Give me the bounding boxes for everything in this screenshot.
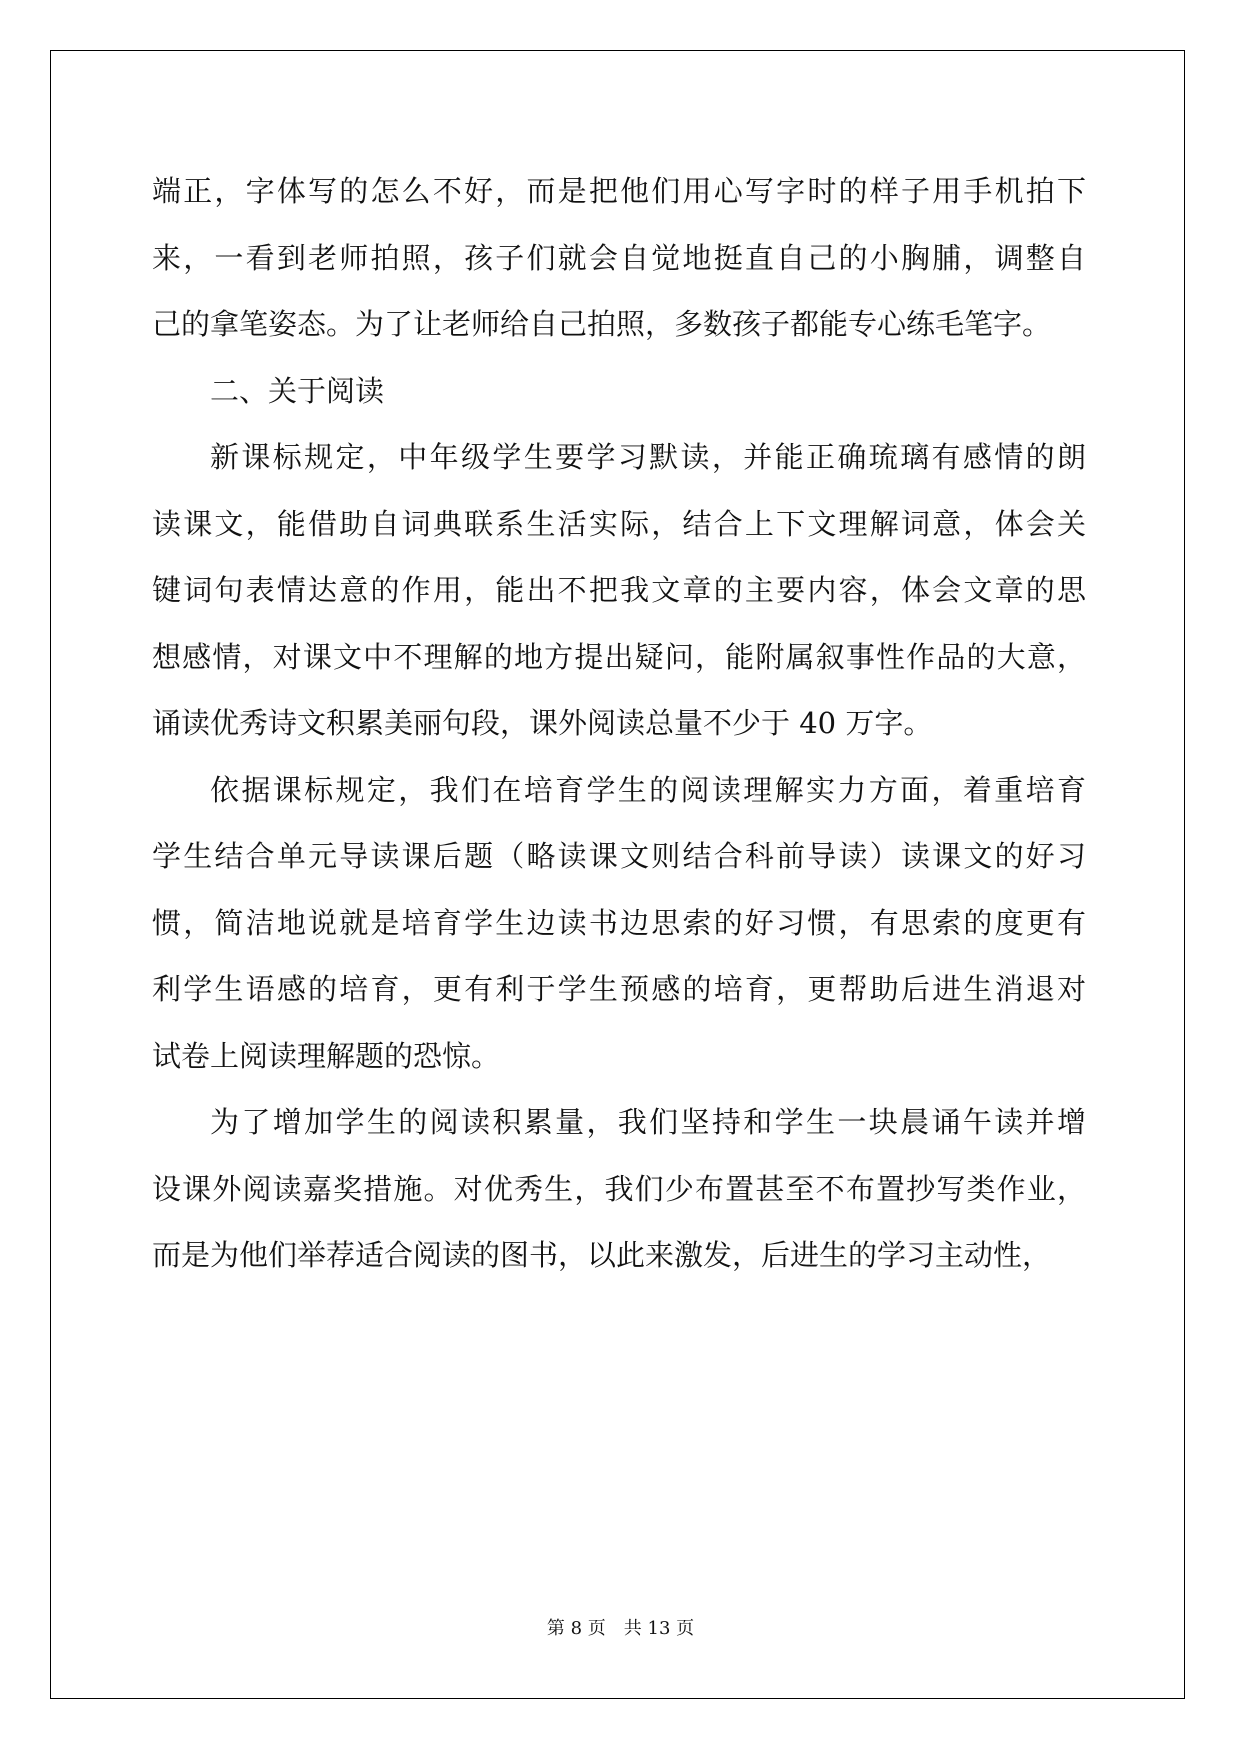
document-line: 试卷上阅读理解题的恐惊。 — [152, 1038, 501, 1073]
document-line: 为了增加学生的阅读积累量，我们坚持和学生一块晨诵午读并增 — [210, 1105, 1086, 1139]
document-line: 依据课标规定，我们在培育学生的阅读理解实力方面，着重培育 — [210, 772, 1086, 807]
document-line: 键词句表情达意的作用，能出不把我文章的主要内容，体会文章的思 — [152, 573, 1086, 607]
document-line: 端正，字体写的怎么不好，而是把他们用心写字时的样子用手机拍下 — [152, 174, 1086, 208]
document-line: 而是为他们举荐适合阅读的图书，以此来激发，后进生的学习主动性， — [152, 1238, 1052, 1272]
document-line: 惯，简洁地说就是培育学生边读书边思索的好习惯，有思索的度更有 — [152, 905, 1086, 940]
page-footer: 第 8 页 共 13 页 — [546, 1618, 695, 1639]
document-line: 新课标规定，中年级学生要学习默读，并能正确琉璃有感情的朗 — [210, 440, 1086, 474]
document-line: 学生结合单元导读课后题（略读课文则结合科前导读）读课文的好习 — [152, 839, 1086, 873]
document-line: 设课外阅读嘉奖措施。对优秀生，我们少布置甚至不布置抄写类作业， — [152, 1171, 1086, 1206]
document-body — [152, 158, 1086, 1289]
document-line: 己的拿笔姿态。为了让老师给自己拍照，多数孩子都能专心练毛笔字。 — [152, 307, 1052, 341]
document-line: 利学生语感的培育，更有利于学生预感的培育，更帮助后进生消退对 — [152, 972, 1086, 1006]
document-line: 诵读优秀诗文积累美丽句段，课外阅读总量不少于 40 万字。 — [152, 706, 933, 740]
document-line: 想感情，对课文中不理解的地方提出疑问，能附属叙事性作品的大意， — [152, 639, 1086, 674]
document-line: 读课文，能借助自词典联系生活实际，结合上下文理解词意，体会关 — [152, 506, 1086, 541]
document-line: 二、关于阅读 — [210, 373, 385, 408]
document-line: 来，一看到老师拍照，孩子们就会自觉地挺直自己的小胸脯，调整自 — [152, 240, 1086, 275]
